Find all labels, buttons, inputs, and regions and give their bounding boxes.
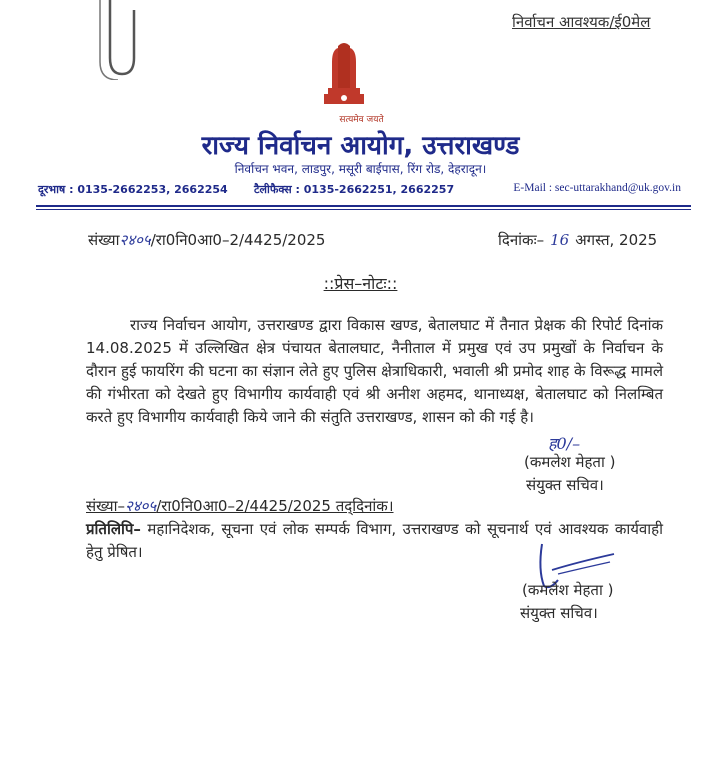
phone-number: दूरभाष : 0135-2662253, 2662254 <box>38 183 228 196</box>
paperclip-icon <box>92 0 142 80</box>
copy-reference-number: संख्या–२४०५/रा0नि0आ0–2/4425/2025 तद्‌दिनांक। <box>86 497 394 515</box>
copy-label: प्रतिलिपि– <box>86 520 141 538</box>
press-note-heading: ::प्रेस–नोटः:: <box>323 274 398 293</box>
signatory-name: (कमलेश मेहता ) <box>524 453 616 471</box>
fax-number: टैलीफैक्स : 0135-2662251, 2662257 <box>254 183 455 196</box>
press-note-body: राज्य निर्वाचन आयोग, उत्तराखण्ड द्वारा विकास खण्ड, बेतालघाट में तैनात प्रेक्षक की रिपोर्ट दिनांक 14.08.2025 में उल्लिखित क्षेत्र पंचायत बेतालघाट, नैनीताल में प्रमुख एवं उप प्रमुखों के निर्वाचन के दौरान हुई फायरिंग की घटना का संज्ञान लेते हुए पुलिस क्षेत्राधिकारी, भवाली श्री प्रमोद शाह के विरूद्ध मामले की गंभीरता को देखते हुए विभागीय कार्यवाही एवं श्री अनीश अहमद, थानाध्यक्ष, बेतालघाट को निलम्बित करते हुए विभागीय कार्यवाही किये जाने की संतुति उत्तराखण्ड, शासन को की गई है। <box>86 316 663 426</box>
emblem-motto: सत्यमेव जयते <box>339 115 384 125</box>
signatory-designation: संयुक्त सचिव। <box>526 476 604 494</box>
handwritten-day: 16 <box>550 231 570 249</box>
header-divider-thin <box>36 209 691 210</box>
copy-to-text: प्रतिलिपि– महानिदेशक, सूचना एवं लोक सम्पर्क विभाग, उत्तराखण्ड को सूचनार्थ एवं आवश्यक कार्यवाही हेतु प्रेषित। <box>86 520 663 561</box>
state-emblem-icon <box>318 40 370 112</box>
organization-title: राज्य निर्वाचन आयोग, उत्तराखण्ड <box>201 131 520 161</box>
top-note: निर्वाचन आवश्यक/ई0मेल <box>512 13 651 31</box>
handwritten-number: २४०५ <box>125 497 157 515</box>
signatory-designation: संयुक्त सचिव। <box>520 604 598 622</box>
document-date: दिनांकः– 16 अगस्त, 2025 <box>498 231 658 249</box>
signatory-name: (कमलेश मेहता ) <box>522 581 614 599</box>
organization-address: निर्वाचन भवन, लाडपुर, मसूरी बाईपास, रिंग रोड, देहरादून। <box>234 162 487 176</box>
reference-number: संख्या२४०५/रा0नि0आ0–2/4425/2025 <box>88 231 326 249</box>
handwritten-number: २४०५ <box>119 231 151 249</box>
signed-mark: ह0/– <box>548 434 581 453</box>
email-address: E-Mail : sec-uttarakhand@uk.gov.in <box>513 182 681 194</box>
header-divider <box>36 205 691 207</box>
